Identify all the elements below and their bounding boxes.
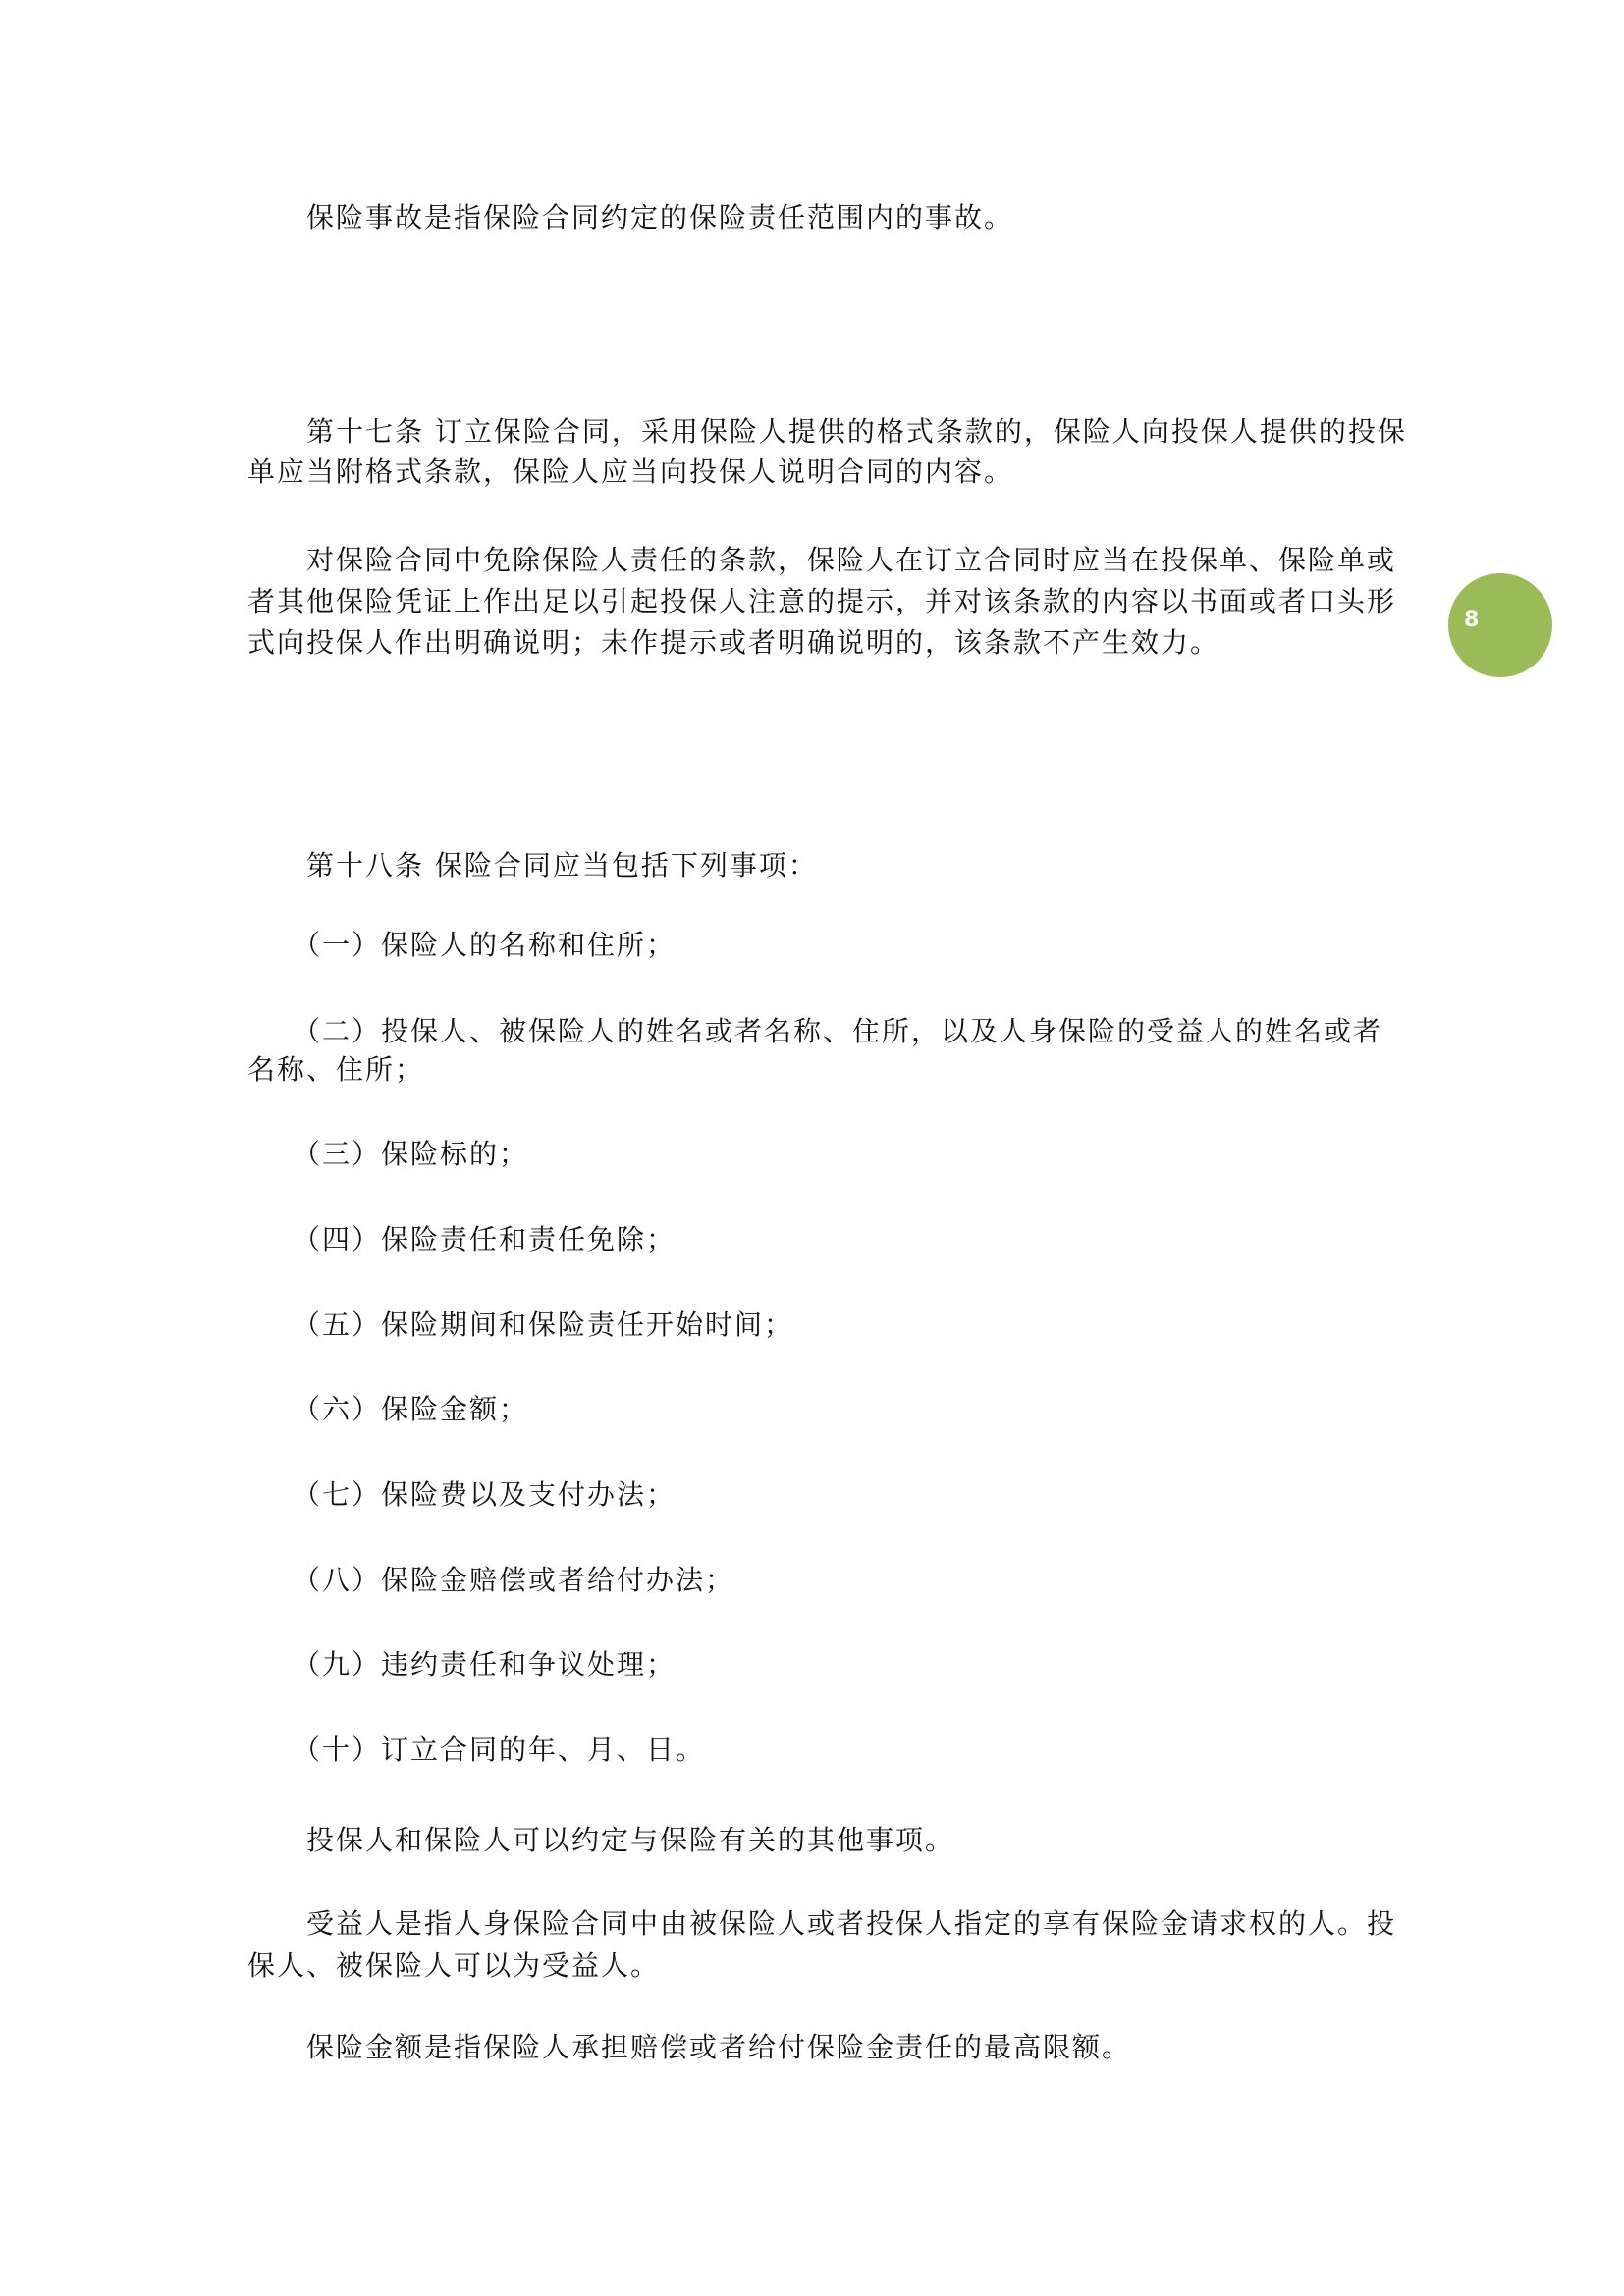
article-18-heading: 第十八条 保险合同应当包括下列事项： [247, 849, 818, 881]
list-item-2-line-2: 名称、住所； [247, 1053, 425, 1086]
list-item-1: （一）保险人的名称和住所； [247, 929, 677, 961]
other-matters-line: 投保人和保险人可以约定与保险有关的其他事项。 [247, 1824, 955, 1856]
list-item-4: （四）保险责任和责任免除； [247, 1223, 677, 1255]
exemption-clause-line-3: 式向投保人作出明确说明；未作提示或者明确说明的，该条款不产生效力。 [247, 626, 1220, 659]
article-17-line-2: 单应当附格式条款，保险人应当向投保人说明合同的内容。 [247, 455, 1014, 488]
insured-amount-definition-line: 保险金额是指保险人承担赔偿或者给付保险金责任的最高限额。 [247, 2031, 1132, 2063]
page-number: 8 [1464, 608, 1480, 632]
beneficiary-definition-line-1: 受益人是指人身保险合同中由被保险人或者投保人指定的享有保险金请求权的人。投 [247, 1907, 1397, 1940]
exemption-clause-line-1: 对保险合同中免除保险人责任的条款，保险人在订立合同时应当在投保单、保险单或 [247, 544, 1397, 576]
list-item-9: （九）违约责任和争议处理； [247, 1648, 677, 1681]
list-item-6: （六）保险金额； [247, 1393, 529, 1425]
beneficiary-definition-line-2: 保人、被保险人可以为受益人。 [247, 1949, 661, 1982]
list-item-3: （三）保险标的； [247, 1138, 529, 1170]
list-item-10: （十）订立合同的年、月、日。 [247, 1734, 706, 1766]
paragraph-line-insurance-accident-definition: 保险事故是指保险合同约定的保险责任范围内的事故。 [247, 201, 1014, 234]
list-item-8: （八）保险金赔偿或者给付办法； [247, 1564, 735, 1596]
exemption-clause-line-2: 者其他保险凭证上作出足以引起投保人注意的提示，并对该条款的内容以书面或者口头形 [247, 585, 1397, 617]
article-17-line-1: 第十七条 订立保险合同，采用保险人提供的格式条款的，保险人向投保人提供的投保 [247, 415, 1407, 448]
list-item-2-line-1: （二）投保人、被保险人的姓名或者名称、住所，以及人身保险的受益人的姓名或者 [247, 1015, 1383, 1047]
list-item-5: （五）保险期间和保险责任开始时间； [247, 1308, 794, 1341]
list-item-7: （七）保险费以及支付办法； [247, 1478, 677, 1511]
